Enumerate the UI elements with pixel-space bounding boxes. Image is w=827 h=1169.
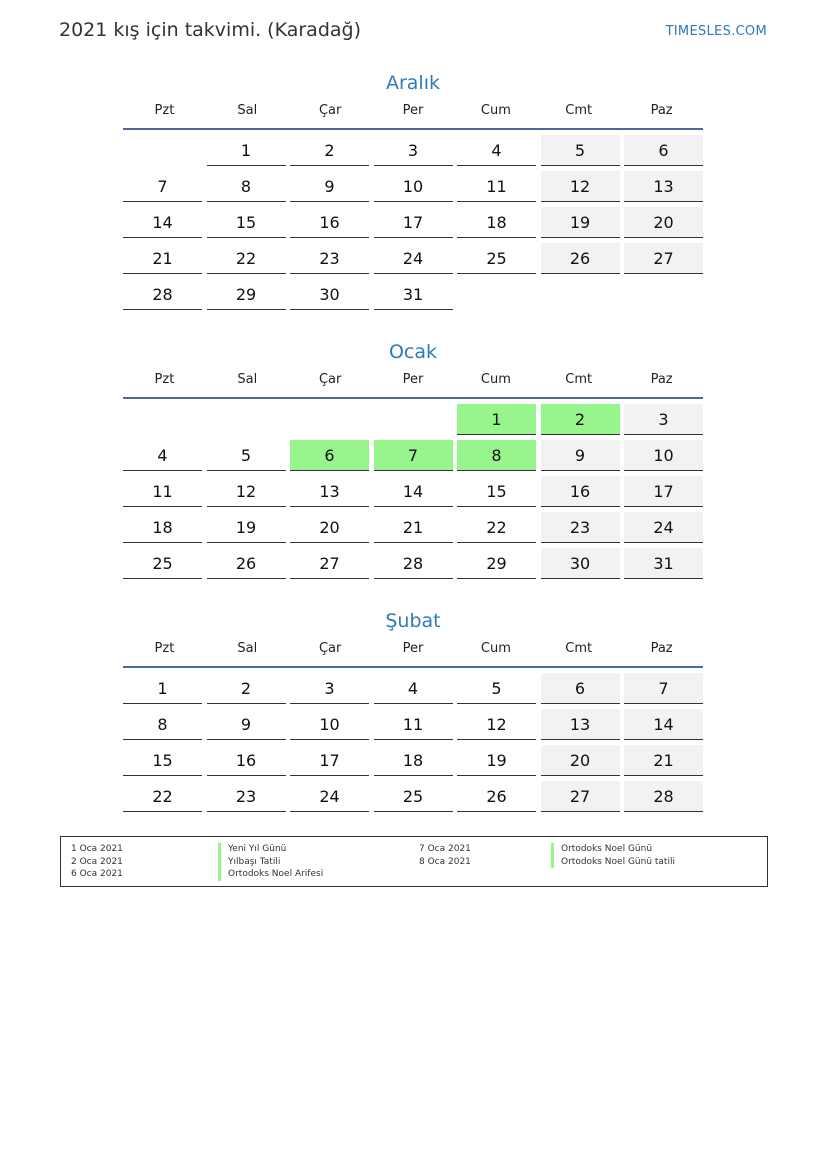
day-cell: 24 <box>290 781 369 812</box>
weekday-label: Paz <box>650 103 673 118</box>
day-cell: 1 <box>123 673 202 704</box>
day-cell: 11 <box>374 709 453 740</box>
day-cell: 4 <box>123 440 202 471</box>
weekday-label: Sal <box>237 103 258 118</box>
day-cell: 27 <box>541 781 620 812</box>
day-cell: 26 <box>541 243 620 274</box>
empty-cell <box>290 404 369 435</box>
month-calendar <box>123 70 703 310</box>
weekday-label: Pzt <box>154 372 175 387</box>
weekday-label: Cmt <box>565 641 593 656</box>
day-cell: 8 <box>123 709 202 740</box>
legend-dates-right <box>419 843 471 868</box>
day-cell: 10 <box>290 709 369 740</box>
empty-cell <box>624 279 703 310</box>
holiday-legend <box>60 836 768 887</box>
day-cell: 25 <box>123 548 202 579</box>
day-cell: 4 <box>457 135 536 166</box>
month-calendar <box>123 608 703 812</box>
day-cell: 21 <box>374 512 453 543</box>
day-cell: 2 <box>541 404 620 435</box>
day-cell: 9 <box>207 709 286 740</box>
day-cell: 26 <box>457 781 536 812</box>
day-cell: 20 <box>541 745 620 776</box>
day-cell: 15 <box>457 476 536 507</box>
weekday-header <box>123 96 703 130</box>
day-cell: 31 <box>624 548 703 579</box>
legend-holiday-name: Ortodoks Noel Arifesi <box>218 868 323 881</box>
day-cell: 5 <box>541 135 620 166</box>
day-cell: 1 <box>207 135 286 166</box>
day-cell: 16 <box>207 745 286 776</box>
day-cell: 24 <box>374 243 453 274</box>
day-cell: 4 <box>374 673 453 704</box>
day-cell: 27 <box>624 243 703 274</box>
day-cell: 27 <box>290 548 369 579</box>
weekday-label: Pzt <box>154 641 175 656</box>
day-cell: 12 <box>541 171 620 202</box>
legend-date: 7 Oca 2021 <box>419 844 471 854</box>
day-cell: 13 <box>290 476 369 507</box>
day-cell: 25 <box>457 243 536 274</box>
legend-date: 2 Oca 2021 <box>71 856 123 867</box>
day-cell: 23 <box>541 512 620 543</box>
day-cell: 11 <box>123 476 202 507</box>
legend-holiday-name: Yılbaşı Tatili <box>218 856 323 869</box>
site-link[interactable]: TIMESLES.COM <box>665 24 767 39</box>
day-cell: 19 <box>457 745 536 776</box>
weekday-label: Paz <box>650 372 673 387</box>
weekday-label: Cum <box>480 641 511 656</box>
weekday-label: Çar <box>318 372 342 387</box>
weekday-label: Cmt <box>565 372 593 387</box>
weekday-label: Cum <box>480 103 511 118</box>
weekday-label: Sal <box>237 641 258 656</box>
day-cell: 2 <box>207 673 286 704</box>
day-cell: 20 <box>624 207 703 238</box>
empty-cell <box>374 404 453 435</box>
day-cell: 31 <box>374 279 453 310</box>
legend-date: 1 Oca 2021 <box>71 844 123 854</box>
day-cell: 25 <box>374 781 453 812</box>
day-cell: 21 <box>123 243 202 274</box>
empty-cell <box>123 135 202 166</box>
day-cell: 6 <box>290 440 369 471</box>
weekday-label: Per <box>402 372 424 387</box>
day-cell: 29 <box>457 548 536 579</box>
weekday-label: Pzt <box>154 103 175 118</box>
weekday-label: Per <box>402 103 424 118</box>
day-grid <box>123 135 703 310</box>
weekday-label: Çar <box>318 103 342 118</box>
day-cell: 6 <box>541 673 620 704</box>
day-cell: 10 <box>624 440 703 471</box>
day-cell: 1 <box>457 404 536 435</box>
day-grid <box>123 404 703 579</box>
day-cell: 10 <box>374 171 453 202</box>
page-title: 2021 kış için takvimi. (Karadağ) <box>59 19 361 41</box>
day-cell: 6 <box>624 135 703 166</box>
day-cell: 24 <box>624 512 703 543</box>
day-cell: 16 <box>541 476 620 507</box>
legend-holiday-name: Ortodoks Noel Günü tatili <box>551 856 675 869</box>
legend-holiday-name: Ortodoks Noel Günü <box>551 843 675 856</box>
day-cell: 17 <box>624 476 703 507</box>
day-cell: 13 <box>541 709 620 740</box>
day-cell: 18 <box>123 512 202 543</box>
day-cell: 11 <box>457 171 536 202</box>
day-cell: 5 <box>457 673 536 704</box>
weekday-label: Paz <box>650 641 673 656</box>
day-cell: 14 <box>123 207 202 238</box>
day-cell: 12 <box>457 709 536 740</box>
day-cell: 29 <box>207 279 286 310</box>
day-cell: 18 <box>374 745 453 776</box>
day-cell: 22 <box>457 512 536 543</box>
day-cell: 7 <box>624 673 703 704</box>
legend-names-right <box>551 843 675 868</box>
day-cell: 13 <box>624 171 703 202</box>
day-cell: 8 <box>207 171 286 202</box>
day-cell: 7 <box>374 440 453 471</box>
day-cell: 14 <box>374 476 453 507</box>
day-cell: 28 <box>374 548 453 579</box>
month-name: Ocak <box>388 341 438 363</box>
day-cell: 26 <box>207 548 286 579</box>
weekday-label: Çar <box>318 641 342 656</box>
day-cell: 2 <box>290 135 369 166</box>
day-cell: 12 <box>207 476 286 507</box>
month-calendar <box>123 339 703 579</box>
day-cell: 30 <box>290 279 369 310</box>
legend-dates-left <box>71 843 123 881</box>
month-name: Aralık <box>385 72 440 94</box>
day-cell: 15 <box>123 745 202 776</box>
weekday-label: Sal <box>237 372 258 387</box>
day-cell: 8 <box>457 440 536 471</box>
day-cell: 9 <box>541 440 620 471</box>
day-cell: 14 <box>624 709 703 740</box>
empty-cell <box>123 404 202 435</box>
day-cell: 18 <box>457 207 536 238</box>
legend-date: 6 Oca 2021 <box>71 869 123 880</box>
empty-cell <box>541 279 620 310</box>
day-cell: 9 <box>290 171 369 202</box>
weekday-label: Cmt <box>565 103 593 118</box>
legend-holiday-name: Yeni Yıl Günü <box>218 843 323 856</box>
day-cell: 20 <box>290 512 369 543</box>
day-cell: 22 <box>207 243 286 274</box>
day-cell: 28 <box>624 781 703 812</box>
day-cell: 23 <box>207 781 286 812</box>
day-cell: 28 <box>123 279 202 310</box>
day-cell: 16 <box>290 207 369 238</box>
legend-names-left <box>218 843 323 881</box>
day-cell: 19 <box>541 207 620 238</box>
legend-date: 8 Oca 2021 <box>419 856 471 867</box>
day-cell: 22 <box>123 781 202 812</box>
day-grid <box>123 673 703 812</box>
weekday-header <box>123 365 703 399</box>
month-name: Şubat <box>385 610 441 632</box>
day-cell: 21 <box>624 745 703 776</box>
day-cell: 15 <box>207 207 286 238</box>
empty-cell <box>457 279 536 310</box>
day-cell: 23 <box>290 243 369 274</box>
weekday-header <box>123 634 703 668</box>
weekday-label: Per <box>402 641 424 656</box>
weekday-label: Cum <box>480 372 511 387</box>
day-cell: 30 <box>541 548 620 579</box>
empty-cell <box>207 404 286 435</box>
day-cell: 3 <box>374 135 453 166</box>
day-cell: 3 <box>624 404 703 435</box>
day-cell: 5 <box>207 440 286 471</box>
day-cell: 7 <box>123 171 202 202</box>
day-cell: 19 <box>207 512 286 543</box>
day-cell: 17 <box>374 207 453 238</box>
day-cell: 17 <box>290 745 369 776</box>
day-cell: 3 <box>290 673 369 704</box>
